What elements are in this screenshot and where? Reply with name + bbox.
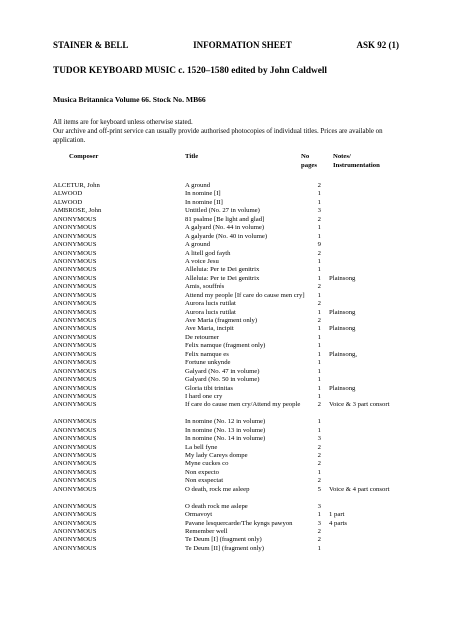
composer-cell: ANONYMOUS xyxy=(53,485,97,493)
pages-cell: 1 xyxy=(317,418,321,426)
composer-cell: ANONYMOUS xyxy=(53,435,97,443)
composer-cell: ALCETUR, John xyxy=(53,182,100,189)
pages-cell: 1 xyxy=(317,511,321,519)
composer-cell: ANONYMOUS xyxy=(53,350,97,358)
title-cell: O death rock me aslepe xyxy=(185,502,248,510)
pages-cell: 2 xyxy=(317,401,321,409)
table-row xyxy=(53,486,405,503)
title-cell: Galyard (No. 47 in volume) xyxy=(185,367,260,375)
pages-cell: 2 xyxy=(317,182,321,189)
table-row xyxy=(53,376,405,384)
composer-cell: ANONYMOUS xyxy=(53,283,97,291)
composer-cell: ANONYMOUS xyxy=(53,392,97,400)
table-row xyxy=(53,182,405,190)
table-row xyxy=(53,393,405,401)
composer-cell: ALWOOD xyxy=(53,190,83,198)
table-row xyxy=(53,351,405,359)
table-row xyxy=(53,275,405,283)
pages-cell: 1 xyxy=(317,190,321,198)
table-row xyxy=(53,503,405,511)
pages-cell: 2 xyxy=(317,300,321,308)
composer-cell: ANONYMOUS xyxy=(53,376,97,384)
pages-cell: 2 xyxy=(317,452,321,460)
composer-cell: ANONYMOUS xyxy=(53,502,97,510)
title-cell: Felix namque es xyxy=(185,350,229,358)
pages-cell: 1 xyxy=(317,426,321,434)
title-cell: Non expecto xyxy=(185,468,219,476)
document-header xyxy=(53,40,399,50)
pages-cell: 2 xyxy=(317,527,321,535)
composer-cell: ANONYMOUS xyxy=(53,536,97,544)
title-cell: O death, rock me asleep xyxy=(185,485,250,493)
composer-cell: ANONYMOUS xyxy=(53,527,97,535)
composer-cell: ANONYMOUS xyxy=(53,266,97,274)
table-row xyxy=(53,528,405,536)
notes-cell: Plainsong xyxy=(329,274,356,282)
pages-cell: 1 xyxy=(317,367,321,375)
pages-cell: 5 xyxy=(317,485,321,493)
title-cell: A litell god fayth xyxy=(185,249,231,257)
pages-cell: 1 xyxy=(317,384,321,392)
table-row xyxy=(53,309,405,317)
composer-cell: ANONYMOUS xyxy=(53,291,97,299)
title-cell: My lady Careys dompe xyxy=(185,452,248,460)
pages-cell: 1 xyxy=(317,232,321,240)
composer-cell: ANONYMOUS xyxy=(53,452,97,460)
table-row xyxy=(53,250,405,258)
composer-cell: ANONYMOUS xyxy=(53,384,97,392)
title-cell: Aurora lucis rutilat xyxy=(185,308,236,316)
title-cell: In nomine (No. 13 in volume) xyxy=(185,426,266,434)
title-cell: A ground xyxy=(185,182,211,189)
composer-cell: ANONYMOUS xyxy=(53,333,97,341)
table-row xyxy=(53,469,405,477)
composer-cell: ANONYMOUS xyxy=(53,511,97,519)
table-row xyxy=(53,283,405,291)
table-row xyxy=(53,300,405,308)
notes-cell: Voice & 4 part consort xyxy=(329,485,390,493)
table-row xyxy=(53,477,405,485)
composer-cell: ANONYMOUS xyxy=(53,300,97,308)
composer-cell: ANONYMOUS xyxy=(53,232,97,240)
title-cell: A ground xyxy=(185,241,211,249)
composer-cell: ANONYMOUS xyxy=(53,249,97,257)
title-cell: Ave Maria (fragment only) xyxy=(185,317,258,324)
composer-cell: ANONYMOUS xyxy=(53,325,97,333)
title-cell: Aurora lucis rutilat xyxy=(185,300,236,308)
composer-cell: ANONYMOUS xyxy=(53,241,97,249)
title-cell: A voice Jesu xyxy=(185,257,219,265)
pages-cell: 9 xyxy=(317,241,321,249)
table-row xyxy=(53,334,405,342)
table-row xyxy=(53,444,405,452)
title-cell: Amis, souffrés xyxy=(185,283,225,291)
title-cell: La bell fyne xyxy=(185,443,218,451)
table-row xyxy=(53,258,405,266)
pages-cell: 2 xyxy=(317,536,321,544)
sheet-code: ASK 92 (1) xyxy=(356,40,399,50)
pages-cell: 1 xyxy=(317,257,321,265)
composer-cell: ANONYMOUS xyxy=(53,544,97,552)
pages-cell: 1 xyxy=(317,392,321,400)
composer-cell: ANONYMOUS xyxy=(53,426,97,434)
table-row xyxy=(53,368,405,376)
table-header xyxy=(53,153,405,173)
title-cell: In nomine [I] xyxy=(185,190,221,198)
table-row xyxy=(53,292,405,300)
pages-cell: 2 xyxy=(317,283,321,291)
table-row xyxy=(53,190,405,198)
composer-cell: ANONYMOUS xyxy=(53,257,97,265)
title-cell: Alleluia: Per te Dei genitrix xyxy=(185,266,260,274)
pages-cell: 1 xyxy=(317,350,321,358)
pages-cell: 1 xyxy=(317,198,321,206)
document-subtitle: Musica Britannica Volume 66. Stock No. MB66 xyxy=(53,95,206,104)
document-title: TUDOR KEYBOARD MUSIC c. 1520–1580 edited by John Caldwell xyxy=(53,66,328,76)
table-row xyxy=(53,233,405,241)
pages-cell: 1 xyxy=(317,333,321,341)
column-header-pages: No pages xyxy=(301,153,317,169)
pages-cell: 1 xyxy=(317,224,321,232)
title-cell: Felix namque (fragment only) xyxy=(185,342,266,350)
title-cell: Alleluia: Per te Dei genitrix xyxy=(185,274,260,282)
pages-cell: 2 xyxy=(317,317,321,324)
table-row xyxy=(53,216,405,224)
composer-cell: ANONYMOUS xyxy=(53,477,97,485)
pages-cell: 2 xyxy=(317,249,321,257)
pages-cell: 1 xyxy=(317,359,321,367)
title-cell: Attend my people [If care do cause men cry] xyxy=(185,291,305,299)
pages-cell: 2 xyxy=(317,215,321,223)
pages-cell: 1 xyxy=(317,342,321,350)
composer-cell: ANONYMOUS xyxy=(53,519,97,527)
table-row xyxy=(53,511,405,519)
composer-cell: ANONYMOUS xyxy=(53,418,97,426)
intro-line: All items are for keyboard unless otherwise stated. xyxy=(53,119,193,126)
table-row xyxy=(53,427,405,435)
notes-cell: 1 part xyxy=(329,511,345,519)
title-cell: Te Deum [II] (fragment only) xyxy=(185,544,265,552)
title-cell: If care do cause men cry/Attend my people xyxy=(185,401,301,409)
title-cell: Gloria tibi trinitas xyxy=(185,384,233,392)
pages-cell: 3 xyxy=(317,207,321,215)
title-cell: Non exspectat xyxy=(185,477,224,485)
table-body xyxy=(53,182,405,553)
intro-line: Our archive and off-print service can usually provide authorised photocopies of individual titles. Prices are available on application. xyxy=(53,128,383,144)
pages-cell: 1 xyxy=(317,325,321,333)
pages-cell: 2 xyxy=(317,443,321,451)
title-cell: A galyarde (No. 40 in volume) xyxy=(185,232,268,240)
publisher-name: STAINER & BELL xyxy=(53,40,129,50)
table-row xyxy=(53,199,405,207)
title-cell: Galyard (No. 50 in volume) xyxy=(185,376,260,384)
pages-cell: 1 xyxy=(317,308,321,316)
composer-cell: ANONYMOUS xyxy=(53,224,97,232)
composer-cell: ANONYMOUS xyxy=(53,468,97,476)
composer-cell: ANONYMOUS xyxy=(53,317,97,324)
table-row xyxy=(53,452,405,460)
table-row xyxy=(53,325,405,333)
pages-cell: 1 xyxy=(317,274,321,282)
table-row xyxy=(53,418,405,426)
column-header-composer: Composer xyxy=(69,153,99,160)
composer-cell: ANONYMOUS xyxy=(53,215,97,223)
table-row xyxy=(53,545,405,553)
table-row xyxy=(53,520,405,528)
pages-cell: 2 xyxy=(317,460,321,468)
title-cell: In nomine (No. 14 in volume) xyxy=(185,435,266,443)
notes-cell: Plainsong xyxy=(329,308,356,316)
title-cell: A galyard (No. 44 in volume) xyxy=(185,224,265,232)
title-cell: Fortune unkynde xyxy=(185,359,231,367)
table-row xyxy=(53,401,405,418)
title-cell: In nomine [II] xyxy=(185,198,223,206)
notes-cell: Voice & 3 part consort xyxy=(329,401,390,409)
table-row xyxy=(53,460,405,468)
table-row xyxy=(53,385,405,393)
pages-cell: 1 xyxy=(317,376,321,384)
pages-cell: 1 xyxy=(317,291,321,299)
table-row xyxy=(53,207,405,215)
composer-cell: ANONYMOUS xyxy=(53,274,97,282)
title-cell: Remember well xyxy=(185,527,228,535)
table-row xyxy=(53,342,405,350)
title-cell: Myne cuckes co xyxy=(185,460,229,468)
pages-cell: 3 xyxy=(317,435,321,443)
composer-cell: AMBROSE, John xyxy=(53,207,102,215)
pages-cell: 3 xyxy=(317,502,321,510)
notes-cell: Plainsong xyxy=(329,384,356,392)
composer-cell: ANONYMOUS xyxy=(53,460,97,468)
title-cell: Untitled (No. 27 in volume) xyxy=(185,207,260,215)
composer-cell: ANONYMOUS xyxy=(53,359,97,367)
table-row xyxy=(53,435,405,443)
table-row xyxy=(53,536,405,544)
title-cell: I hard one cry xyxy=(185,392,223,400)
column-header-title: Title xyxy=(185,153,199,160)
composer-cell: ANONYMOUS xyxy=(53,308,97,316)
notes-cell: 4 parts xyxy=(329,519,348,527)
intro-text xyxy=(53,118,405,145)
pages-cell: 2 xyxy=(317,477,321,485)
title-cell: Te Deum [I] (fragment only) xyxy=(185,536,262,544)
title-cell: Ave Maria, incipit xyxy=(185,325,234,333)
composer-cell: ANONYMOUS xyxy=(53,401,97,409)
table-row xyxy=(53,224,405,232)
composer-cell: ANONYMOUS xyxy=(53,367,97,375)
column-header-notes: Notes/ Instrumentation xyxy=(333,153,380,169)
table-row xyxy=(53,359,405,367)
pages-cell: 3 xyxy=(317,519,321,527)
title-cell: 81 psalme [Be light and glad] xyxy=(185,215,265,223)
table-row xyxy=(53,241,405,249)
title-cell: Ormavoyt xyxy=(185,511,213,519)
notes-cell: Plainsong xyxy=(329,325,356,333)
sheet-type: INFORMATION SHEET xyxy=(193,40,292,50)
composer-cell: ALWOOD xyxy=(53,198,83,206)
table-row xyxy=(53,266,405,274)
title-cell: Pavane lesquercarde/The kyngs pawyon xyxy=(185,519,293,527)
composer-cell: ANONYMOUS xyxy=(53,342,97,350)
title-cell: In nomine (No. 12 in volume) xyxy=(185,418,266,426)
notes-cell: Plainsong, xyxy=(329,350,358,358)
pages-cell: 1 xyxy=(317,266,321,274)
table-row xyxy=(53,317,405,325)
pages-cell: 1 xyxy=(317,468,321,476)
title-cell: De retourner xyxy=(185,333,219,341)
pages-cell: 1 xyxy=(317,544,321,552)
composer-cell: ANONYMOUS xyxy=(53,443,97,451)
